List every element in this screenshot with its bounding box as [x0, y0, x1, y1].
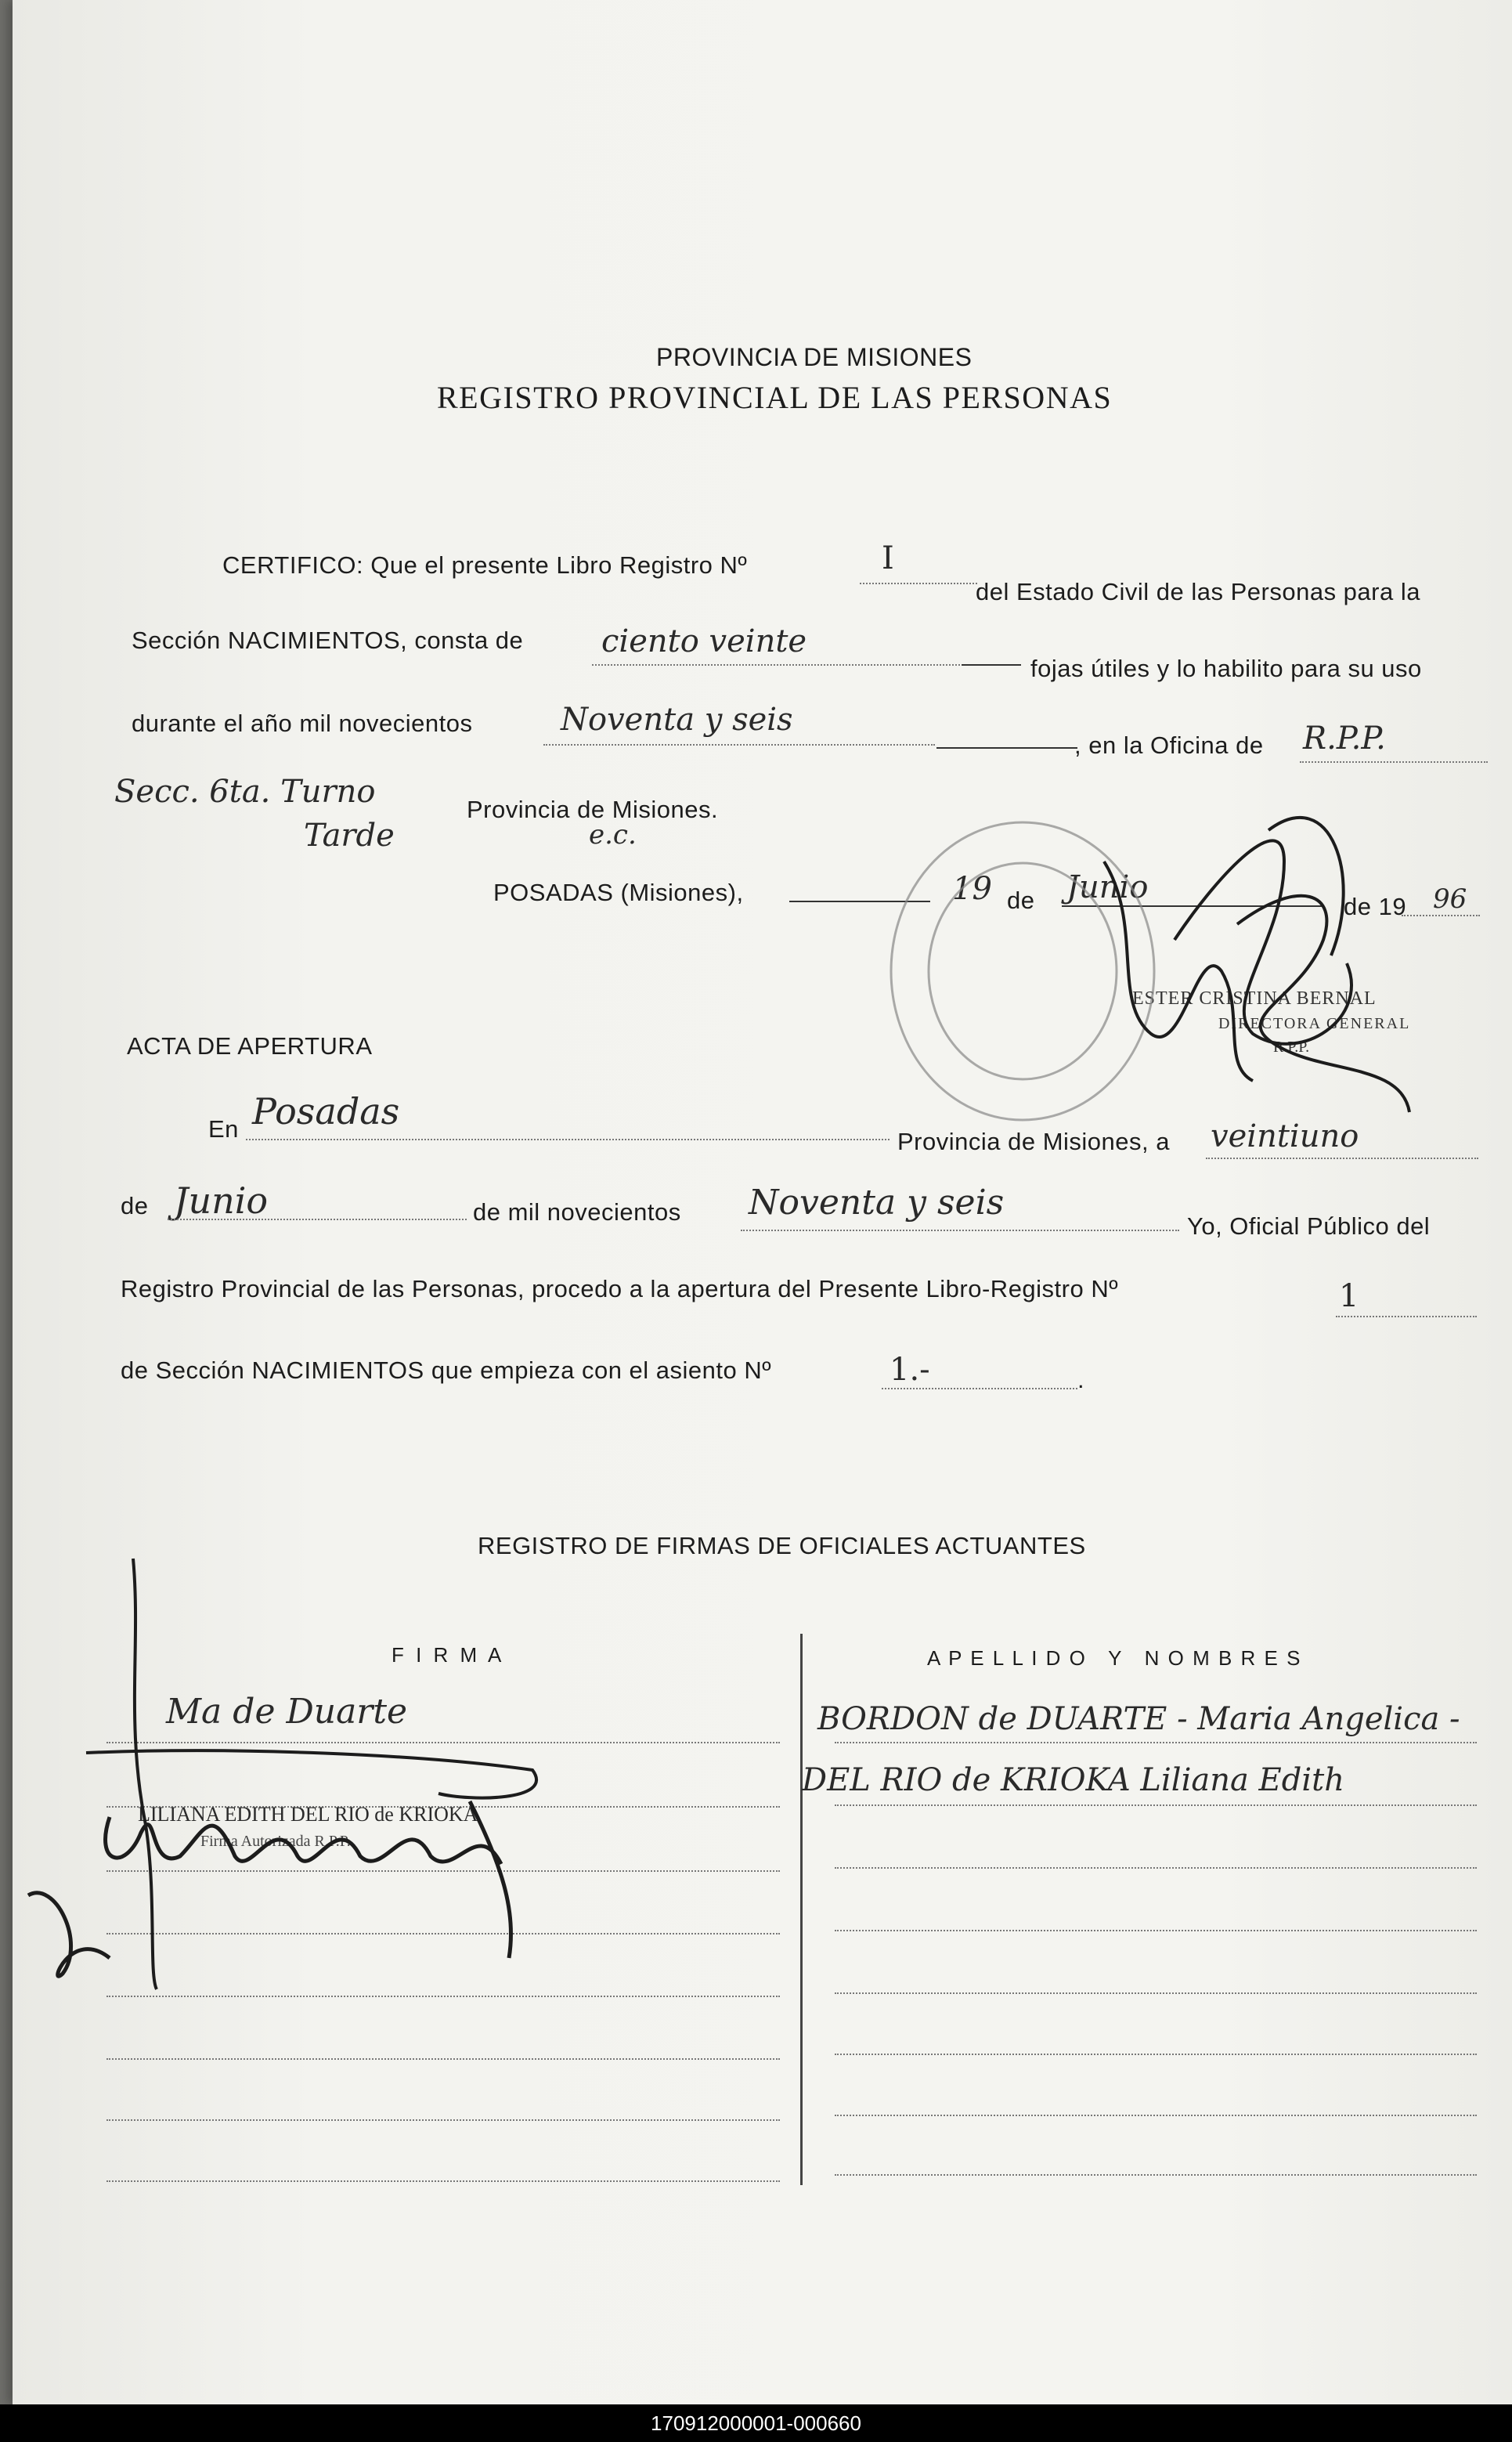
signer-org: R.P.P. [1273, 1039, 1310, 1056]
date-year-suffix: 96 [1433, 883, 1467, 915]
acta-day-text: veintiuno [1211, 1118, 1359, 1154]
signer-name: ESTER CRISTINA BERNAL [1132, 988, 1377, 1009]
stamp-sub: Firma Autorizada R.P.P. [200, 1833, 351, 1850]
date-month: Junio [1066, 869, 1149, 905]
cert-line2-a: Sección NACIMIENTOS, consta de [132, 627, 524, 654]
duarte-signature-icon [86, 1559, 536, 1989]
col-firma: F I R M A [392, 1643, 505, 1667]
date-day: 19 [952, 871, 992, 907]
acta-line4: de Sección NACIMIENTOS que empieza con el asiento Nº [121, 1356, 772, 1384]
folios-count: ciento veinte [601, 623, 807, 659]
acta-en-label: En [208, 1115, 239, 1143]
cert-line1-b: del Estado Civil de las Personas para la [976, 578, 1420, 605]
acta-period: . [1077, 1366, 1085, 1393]
cert-year-text: Noventa y seis [561, 702, 793, 738]
official-name-1: BORDON de DUARTE - Maria Angelica - [817, 1701, 1460, 1737]
stamp-name: LILIANA EDITH DEL RIO de KRIOKA [138, 1803, 478, 1826]
signature-1-text: Ma de Duarte [166, 1692, 408, 1732]
cert-line2-b: fojas útiles y lo habilito para su uso [1030, 655, 1422, 682]
official-name-2: DEL RIO de KRIOKA Liliana Edith [802, 1762, 1344, 1798]
place-label: POSADAS (Misiones), [493, 879, 744, 906]
acta-book-no: 1 [1339, 1278, 1359, 1314]
acta-asiento: 1.- [890, 1352, 930, 1388]
book-number: I [882, 540, 894, 576]
acta-month-text: Junio [174, 1179, 269, 1222]
footer-id: 170912000001-000660 [651, 2411, 861, 2435]
cert-line3-b: , en la Oficina de [1074, 732, 1264, 759]
acta-mil-label: de mil novecientos [473, 1198, 681, 1226]
signatures-title: REGISTRO DE FIRMAS DE OFICIALES ACTUANTES [478, 1532, 1086, 1559]
date-de2: de 19 [1344, 893, 1407, 920]
registry-heading: REGISTRO PROVINCIAL DE LAS PERSONAS [437, 380, 1113, 415]
office-ec: e.c. [589, 819, 637, 851]
date-de1: de [1007, 887, 1035, 914]
office-shift: Tarde [304, 818, 395, 854]
round-seal-icon [891, 822, 1154, 1120]
acta-yo-label: Yo, Oficial Público del [1187, 1212, 1431, 1240]
acta-prov-label: Provincia de Misiones, a [897, 1128, 1170, 1155]
acta-city: Posadas [252, 1090, 400, 1132]
cert-line3-a: durante el año mil novecientos [132, 710, 473, 737]
acta-de-label: de [121, 1192, 149, 1219]
province-heading: PROVINCIA DE MISIONES [656, 343, 973, 371]
director-signature-icon [1104, 818, 1409, 1112]
col-names: A P E L L I D O Y N O M B R E S [927, 1646, 1302, 1670]
office-section: Secc. 6ta. Turno [114, 774, 376, 810]
signer-title: DIRECTORA GENERAL [1218, 1015, 1411, 1032]
office-name: R.P.P. [1303, 721, 1386, 757]
acta-title: ACTA DE APERTURA [127, 1032, 373, 1060]
acta-year-text: Noventa y seis [749, 1183, 1005, 1223]
cert-province: Provincia de Misiones. [467, 796, 719, 823]
acta-line3: Registro Provincial de las Personas, procedo a la apertura del Presente Libro-Registro Nº [121, 1275, 1119, 1302]
cert-line1-a: CERTIFICO: Que el presente Libro Registro Nº [222, 551, 748, 579]
delrio-signature-icon [28, 1801, 511, 1976]
footer-id-bar [0, 2404, 1512, 2442]
